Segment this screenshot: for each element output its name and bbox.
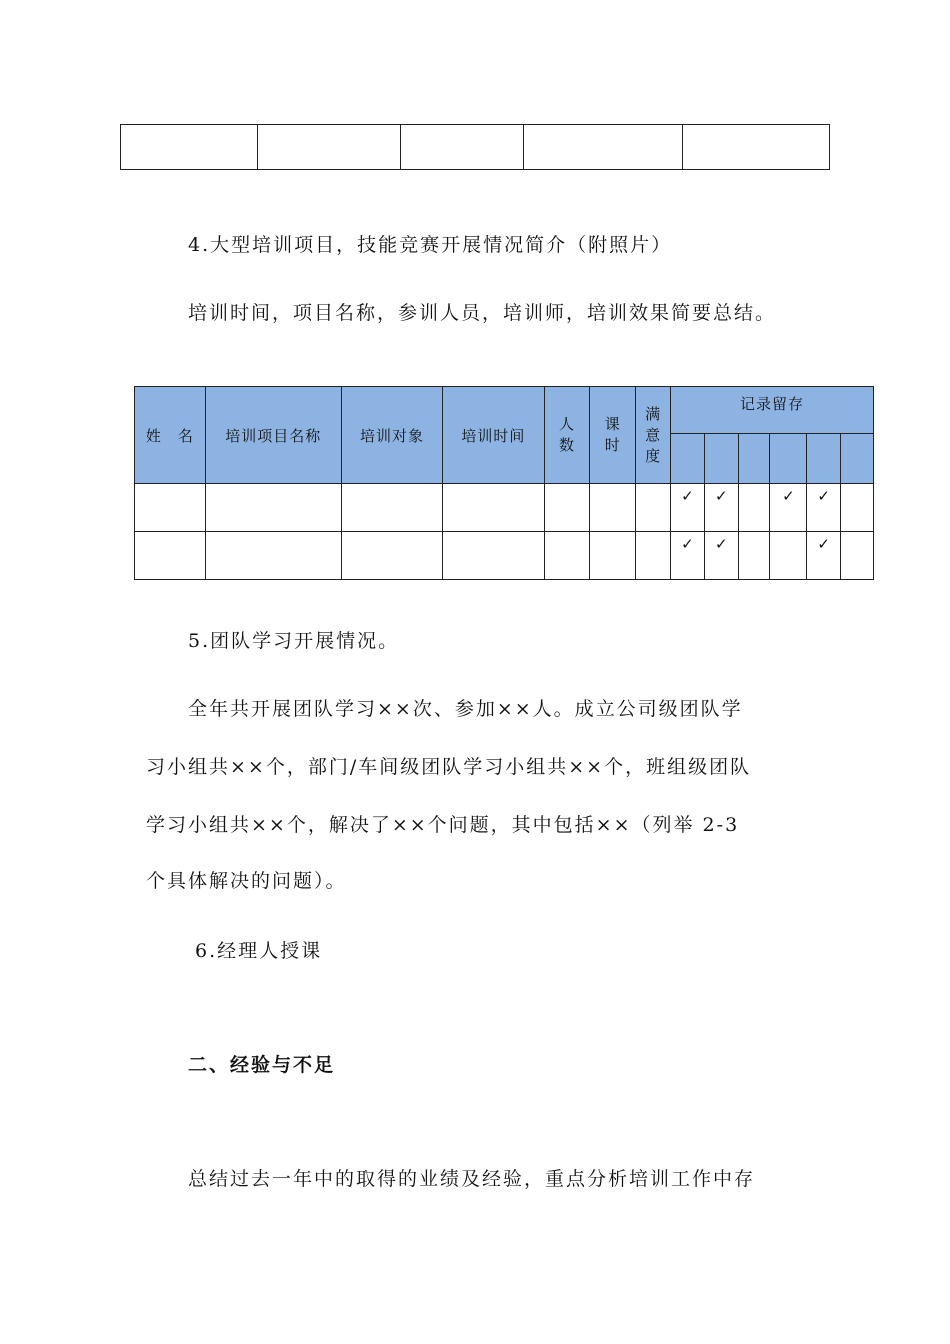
header-satisfaction: [636, 387, 671, 484]
header-records: 记录留存: [671, 387, 874, 434]
check-mark: ✓: [817, 534, 830, 553]
header-count-char: 数: [558, 436, 575, 454]
table-cell: [121, 125, 258, 170]
check-mark: ✓: [782, 486, 795, 505]
table-header-row: [135, 387, 874, 434]
cell-record: [841, 532, 874, 580]
check-mark: ✓: [714, 486, 728, 505]
header-record-sub: [807, 434, 841, 484]
cell-record: [738, 484, 770, 532]
cell-time: [443, 532, 544, 580]
item5-line-4: 个具体解决的问题）。: [146, 870, 347, 892]
cell-name: [135, 532, 206, 580]
cell-record: [770, 532, 807, 580]
item5-line-2: 习小组共××个，部门/车间级团队学习小组共××个，班组级团队: [146, 756, 752, 778]
check-mark: ✓: [714, 534, 728, 553]
item4-title: 4.大型培训项目，技能竞赛开展情况简介（附照片）: [188, 234, 673, 256]
cell-hours: [590, 484, 636, 532]
header-hours-char: 时: [604, 436, 621, 454]
cell-count: [544, 484, 590, 532]
cell-hours: [590, 532, 636, 580]
part2-heading: 二、经验与不足: [188, 1054, 336, 1076]
item6-title: 6.经理人授课: [195, 940, 323, 962]
item4-description: 培训时间，项目名称，参训人员，培训师，培训效果简要总结。: [188, 302, 777, 324]
cell-record: [704, 484, 738, 532]
table-cell: [524, 125, 683, 170]
cell-record: [704, 532, 738, 580]
header-satisfaction-char: 度: [645, 446, 662, 465]
header-hours: [590, 387, 636, 484]
item5-title: 5.团队学习开展情况。: [188, 630, 400, 652]
training-table: [134, 386, 874, 580]
cell-satisfaction: [636, 484, 671, 532]
table-cell: [683, 125, 830, 170]
cell-target: [341, 532, 442, 580]
header-hours-char: 课: [604, 415, 621, 433]
table-row: [135, 532, 874, 580]
cell-record: [807, 484, 841, 532]
header-target: 培训对象: [341, 387, 442, 484]
header-record-sub: [770, 434, 807, 484]
header-time: 培训时间: [443, 387, 544, 484]
header-record-sub: [738, 434, 770, 484]
cell-count: [544, 532, 590, 580]
header-satisfaction-char: 意: [645, 425, 662, 444]
header-record-sub: [671, 434, 705, 484]
top-empty-table: [120, 124, 830, 170]
header-record-sub: [841, 434, 874, 484]
cell-target: [341, 484, 442, 532]
item5-line-1: 全年共开展团队学习××次、参加××人。成立公司级团队学: [188, 698, 743, 720]
header-record-sub: [704, 434, 738, 484]
header-name: 姓 名: [135, 387, 206, 484]
cell-record: [770, 484, 807, 532]
table-row: [121, 125, 830, 170]
item5-line-3: 学习小组共××个，解决了××个问题，其中包括××（列举 2-3: [146, 814, 740, 836]
table-cell: [257, 125, 400, 170]
cell-record: [738, 532, 770, 580]
check-mark: ✓: [681, 534, 694, 553]
check-mark: ✓: [817, 486, 830, 505]
cell-time: [443, 484, 544, 532]
cell-project: [205, 532, 341, 580]
part2-line: 总结过去一年中的取得的业绩及经验，重点分析培训工作中存: [188, 1168, 756, 1190]
check-mark: ✓: [681, 486, 694, 505]
cell-record: [841, 484, 874, 532]
table-row: [135, 484, 874, 532]
header-project: 培训项目名称: [205, 387, 341, 484]
cell-name: [135, 484, 206, 532]
header-count: [544, 387, 590, 484]
header-count-char: 人: [558, 415, 575, 433]
header-satisfaction-char: 满: [645, 404, 662, 423]
table-cell: [400, 125, 524, 170]
cell-project: [205, 484, 341, 532]
cell-satisfaction: [636, 532, 671, 580]
cell-record: [807, 532, 841, 580]
cell-record: [671, 532, 705, 580]
cell-record: [671, 484, 705, 532]
